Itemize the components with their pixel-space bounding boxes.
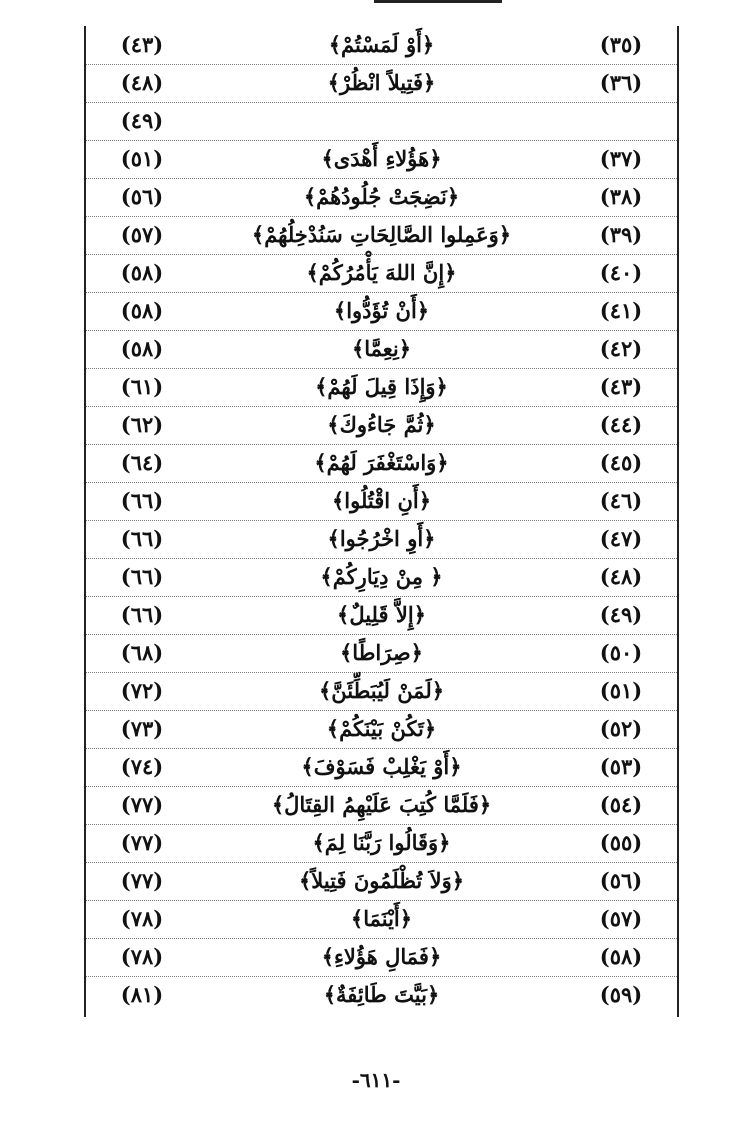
entry-number: (٥٢) — [599, 716, 643, 741]
index-row — [86, 824, 677, 863]
index-row — [86, 558, 677, 597]
index-row — [86, 254, 677, 293]
page-reference: (٦٦) — [120, 526, 164, 551]
quran-phrase: ﴿أَوِ اخْرُجُوا﴾ — [327, 526, 436, 551]
entry-number: (٥٤) — [599, 792, 643, 817]
page-reference: (٧٢) — [120, 678, 164, 703]
entry-number: (٤١) — [599, 298, 643, 323]
index-row — [86, 938, 677, 977]
page-reference: (٦٦) — [120, 488, 164, 513]
top-edge-mark — [374, 0, 502, 3]
index-row — [86, 710, 677, 749]
quran-phrase: ﴿صِرَاطًا﴾ — [340, 640, 423, 665]
quran-phrase: ﴿فَلَمَّا كُتِبَ عَلَيْهِمُ القِتَالُ﴾ — [271, 792, 492, 817]
index-row — [86, 520, 677, 559]
page-reference: (٧٨) — [120, 906, 164, 931]
page-reference: (٤٨) — [120, 70, 164, 95]
index-table — [84, 26, 679, 1017]
quran-phrase: ﴿فَمَالِ هَؤُلاءِ﴾ — [321, 944, 442, 969]
quran-phrase: ﴿وَاسْتَغْفَرَ لَهُمْ﴾ — [314, 450, 449, 475]
page-number: -٦١١- — [351, 1068, 401, 1092]
index-row — [86, 102, 677, 141]
entry-number: (٤٨) — [599, 564, 643, 589]
page-reference: (٦٨) — [120, 640, 164, 665]
index-row — [86, 672, 677, 711]
index-row — [86, 976, 677, 1014]
quran-phrase: ﴿وَعَمِلوا الصَّالِحَاتِ سَنُدْخِلُهُمْ﴾ — [251, 222, 512, 247]
index-row — [86, 368, 677, 407]
entry-number: (٤٦) — [599, 488, 643, 513]
entry-number: (٣٩) — [599, 222, 643, 247]
quran-phrase: ﴿وَإِذَا قِيلَ لَهُمْ﴾ — [315, 374, 448, 399]
entry-number: (٤٤) — [599, 412, 643, 437]
quran-phrase: ﴿إِلاَّ قَلِيلٌ﴾ — [337, 602, 426, 627]
quran-phrase: ﴿أَنِ اقْتُلُوا﴾ — [331, 488, 432, 513]
quran-phrase: ﴿أَنْ تُؤَدُّوا﴾ — [333, 298, 430, 323]
entry-number: (٥٩) — [599, 982, 643, 1007]
page-reference: (٧٧) — [120, 830, 164, 855]
entry-number: (٣٧) — [599, 146, 643, 171]
index-row — [86, 444, 677, 483]
page-reference: (٦٦) — [120, 602, 164, 627]
index-row — [86, 406, 677, 445]
quran-phrase: ﴿لَمَنْ لَيُبَطِّئَنَّ﴾ — [318, 678, 445, 703]
entry-number: (٥١) — [599, 678, 643, 703]
page-reference: (٨١) — [120, 982, 164, 1007]
entry-number: (٥٣) — [599, 754, 643, 779]
index-row — [86, 862, 677, 901]
quran-phrase: ﴿وَلاَ تُظْلَمُونَ فَتِيلاً﴾ — [298, 868, 465, 893]
entry-number: (٤٥) — [599, 450, 643, 475]
entry-number: (٤٣) — [599, 374, 643, 399]
page-reference: (٥٨) — [120, 298, 164, 323]
entry-number: (٥٥) — [599, 830, 643, 855]
quran-phrase: ﴿بَيَّتَ طَائِفَةٌ﴾ — [323, 982, 440, 1007]
index-row — [86, 26, 677, 65]
entry-number: (٥٦) — [599, 868, 643, 893]
index-row — [86, 482, 677, 521]
quran-phrase: ﴿تَكُنْ بَيْنَكُمْ﴾ — [326, 716, 437, 741]
index-row — [86, 216, 677, 255]
page-reference: (٧٣) — [120, 716, 164, 741]
page-reference: (٧٧) — [120, 792, 164, 817]
quran-phrase: ﴿ مِنْ دِيَارِكُمْ﴾ — [320, 564, 443, 589]
index-row — [86, 900, 677, 939]
entry-number: (٣٨) — [599, 184, 643, 209]
index-row — [86, 634, 677, 673]
page-reference: (٧٧) — [120, 868, 164, 893]
index-row — [86, 140, 677, 179]
page-reference: (٥٨) — [120, 260, 164, 285]
page-reference: (٦٢) — [120, 412, 164, 437]
entry-number: (٥٠) — [599, 640, 643, 665]
index-row — [86, 786, 677, 825]
page-reference: (٧٨) — [120, 944, 164, 969]
quran-phrase: ﴿أَوْ يَغْلِبْ فَسَوْفَ﴾ — [301, 754, 462, 779]
page-reference: (٥١) — [120, 146, 164, 171]
index-row — [86, 596, 677, 635]
quran-phrase: ﴿إِنَّ اللهَ يَأْمُرُكُمْ﴾ — [306, 260, 457, 285]
page-reference: (٥٨) — [120, 336, 164, 361]
entry-number: (٣٦) — [599, 70, 643, 95]
quran-phrase: ﴿أَوْ لَمَسْتُمْ﴾ — [328, 32, 435, 57]
page-reference: (٤٣) — [120, 32, 164, 57]
index-row — [86, 178, 677, 217]
quran-phrase: ﴿وَقَالُوا رَبَّنَا لِمَ﴾ — [312, 830, 451, 855]
quran-phrase: ﴿أَيْنَمَا﴾ — [350, 906, 413, 931]
quran-phrase: ﴿نَضِجَتْ جُلُودُهُمْ﴾ — [303, 184, 460, 209]
entry-number: (٣٥) — [599, 32, 643, 57]
page-reference: (٤٩) — [120, 108, 164, 133]
index-row — [86, 64, 677, 103]
quran-phrase: ﴿نِعِمَّا﴾ — [351, 336, 412, 361]
page-reference: (٥٧) — [120, 222, 164, 247]
index-row — [86, 748, 677, 787]
entry-number: (٤٠) — [599, 260, 643, 285]
quran-phrase: ﴿فَتِيلاً انْظُرْ﴾ — [327, 70, 436, 95]
index-row — [86, 292, 677, 331]
entry-number: (٤٢) — [599, 336, 643, 361]
entry-number: (٥٧) — [599, 906, 643, 931]
page-reference: (٦٤) — [120, 450, 164, 475]
quran-phrase: ﴿هَؤُلاءِ أَهْدَى﴾ — [321, 146, 442, 171]
entry-number: (٥٨) — [599, 944, 643, 969]
entry-number: (٤٧) — [599, 526, 643, 551]
index-row — [86, 330, 677, 369]
page-reference: (٥٦) — [120, 184, 164, 209]
page-reference: (٦٦) — [120, 564, 164, 589]
page-reference: (٧٤) — [120, 754, 164, 779]
quran-phrase: ﴿ثُمَّ جَاءُوكَ﴾ — [327, 412, 436, 437]
entry-number: (٤٩) — [599, 602, 643, 627]
page-reference: (٦١) — [120, 374, 164, 399]
